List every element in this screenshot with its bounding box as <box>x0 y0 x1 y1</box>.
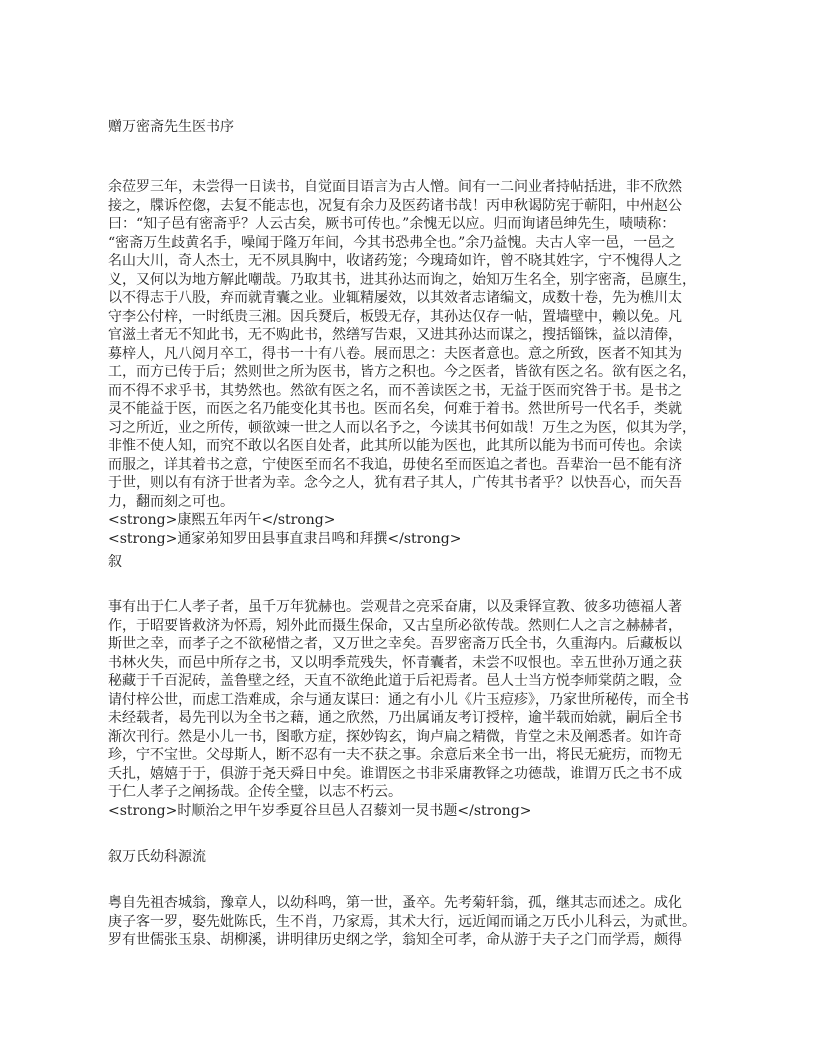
text-line: 于仁人孝子之阐扬哉。企传全璧，以志不朽云。 <box>108 784 402 800</box>
text-line: 庚子客一罗，娶先妣陈氏，生不肖，乃家焉，其术大行，远近闻而诵之万氏小儿科云，为贰世。 <box>108 913 696 930</box>
section-title: 叙 <box>108 554 122 570</box>
text-line: <strong>时顺治之甲午岁季夏谷旦邑人召藜刘一炅书题</strong> <box>108 802 532 819</box>
text-line: 以不得志于八股，弃而就青囊之业。业辄精屡效，以其效者志诸编文，成数十卷，先为樵川太 <box>108 290 682 306</box>
section-title: 赠万密斋先生医书序 <box>108 119 234 135</box>
text-line: 名山大川，奇人杰士，无不夙具胸中，收诸药笼；今瑰琦如许，曾不晓其姓字，宁不愧得人之 <box>108 253 682 269</box>
text-line: 余莅罗三年，未尝得一日读书，自觉面目语言为古人憎。间有一二问业者持帖括进，非不欣然 <box>108 179 682 195</box>
text-line: 工，而方已传于后；然则世之所为医书，皆方之积也。今之医者，皆欲有医之名。欲有医之名， <box>108 364 696 380</box>
text-line: 习之所近，业之所传，顿欲竦一世之人而以名予之，今读其书何如哉！万生之为医，似其为学， <box>108 419 696 436</box>
text-line: 书林火失，而邑中所存之书，又以明季荒残失，怀青囊者，未尝不叹恨也。幸五世孙万通之获 <box>108 654 682 671</box>
text-line: 守李公付梓，一时纸贵三湘。因兵燹后，板毁无存，其孙达仅存一帖，置墙壁中，赖以免。凡 <box>108 308 682 325</box>
text-line: 粤自先祖杏城翁，豫章人，以幼科鸣，第一世，蚤卒。先考菊轩翁，孤，继其志而述之。成化 <box>108 895 682 911</box>
text-line: 罗有世儒张玉泉、胡柳溪，讲明律历史纲之学，翁知全可孝，命从游于夫子之门而学焉，颇得 <box>108 932 682 948</box>
section-title: 叙万氏幼科源流 <box>108 849 206 865</box>
text-line: 珍，宁不宝世。父母斯人，断不忍有一夫不获之事。余意后来全书一出，将民无疵疠，而物无 <box>108 747 682 763</box>
text-line: 官滋土者无不知此书，无不购此书，然缮写告艰，又进其孙达而谋之，搜括锱铢，益以清俸， <box>108 327 682 343</box>
text-line: 未经载者，曷先刊以为全书之藉，通之欣然，乃出属诵友考订授梓，逾半载而始就，嗣后全书 <box>108 710 682 726</box>
text-line: 作，于昭要皆救济为怀焉，矧外此而摄生保命，又古皇所必欲传哉。然则仁人之言之赫赫者， <box>108 617 682 634</box>
text-line: “密斋万生歧黄名手，噪闻于隆万年间，今其书恐弗全也。”余乃益愧。夫古人宰一邑，一邑之 <box>108 234 676 251</box>
text-line: 义，又何以为地方解此嘲哉。乃取其书，进其孙达而询之，始知万生名全，别字密斋，邑廪生， <box>108 271 696 288</box>
text-line: 于世，则以有有济于世者为幸。念今之人，犹有君子其人，广传其书者乎？以快吾心，而矢吾 <box>108 475 682 491</box>
text-line: 斯世之幸，而孝子之不欲秘惜之者，又万世之幸矣。吾罗密斋万氏全书，久重海内。后藏板以 <box>108 636 682 652</box>
text-line: 募梓人，凡八阅月卒工，得书一十有八卷。展而思之：夫医者意也。意之所致，医者不知其为 <box>108 345 682 362</box>
text-line: 事有出于仁人孝子者，虽千万年犹赫也。尝观昔之亮采奋庸，以及秉铎宣教、彼多功德福人著 <box>108 599 682 615</box>
preface-body <box>108 178 718 548</box>
text-line: 而不得不求乎书，其势然也。然欲有医之名，而不善读医之书，无益于医而究咎于书。是书之 <box>108 382 682 399</box>
foreword-body <box>108 598 718 820</box>
origin-body <box>108 894 718 950</box>
text-line: <strong>通家弟知罗田县事直隶吕鸣和拜撰</strong> <box>108 530 462 547</box>
text-line: 请付梓公世，而虑工浩难成，余与通友谋曰：通之有小儿《片玉痘疹》，乃家世所秘传，而全书 <box>108 691 689 708</box>
text-line: 力，翻而刻之可也。 <box>108 493 234 510</box>
text-line: 接之，牒诉倥偬，去复不能志也，况复有余力及医药诸书哉！丙申秋谒防宪于蕲阳，中州赵公 <box>108 197 682 214</box>
text-line: 夭扎，嬉嬉于于，俱游于尧天舜日中矣。谁谓医之书非采庸教铎之功德哉，谁谓万氏之书不成 <box>108 765 682 782</box>
text-line: 非惟不使人知，而究不敢以名医自处者，此其所以能为医也，此其所以能为书而可传也。余读 <box>108 438 682 454</box>
text-line: <strong>康熙五年丙午</strong> <box>108 512 336 528</box>
text-line: 灵不能益于医，而医之名乃能变化其书也。医而名矣，何难于着书。然世所号一代名手，类就 <box>108 401 682 417</box>
text-line: 而服之，详其着书之意，宁使医至而名不我追，毋使名至而医追之者也。吾辈治一邑不能有济 <box>108 456 682 473</box>
text-line: 曰：“知子邑有密斋乎？人云古矣，厥书可传也。”余愧无以应。归而询诸邑绅先生，啧啧称： <box>108 216 676 232</box>
text-line: 渐次刊行。然是小儿一书，图歌方症，探妙钩玄，询卢扁之精微，肯堂之未及阐悉者。如许奇 <box>108 728 682 745</box>
text-line: 秘藏于千百泥砖，盖鲁壁之经，天直不欲绝此道于后祀焉者。邑人士当方悦李师棠荫之暇，佥 <box>108 673 682 689</box>
